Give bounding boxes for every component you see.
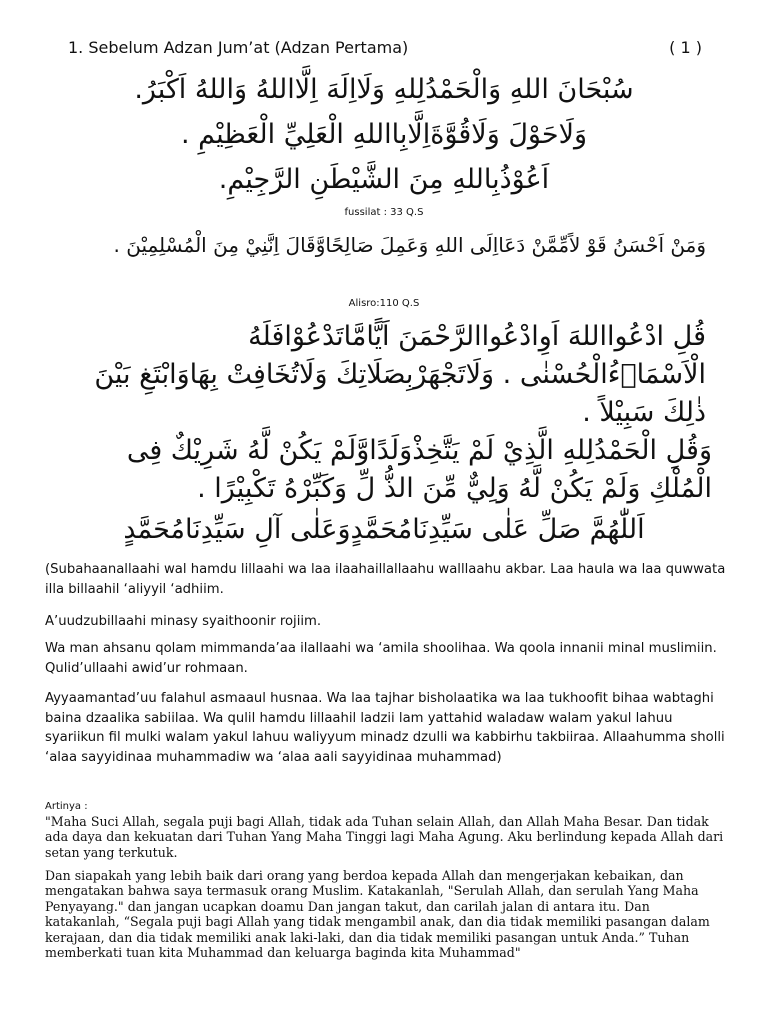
arabic-verse-alisro-111: وَقُلِ الْحَمْدُلِلهِ الَّذِيْ لَمْ يَتَّخِذْوَلَدًاوَّلَمْ يَكُنْ لَّهُ شَرِيْكٌ فِى الْمُلْكِ وَلَمْ يَكُنْ لَّهُ وَلِيٌّ مِّنَ الذُّ لِّ وَكَبِّرْهُ تَكْبِيْرًا . bbox=[126, 435, 712, 504]
translation-paragraph: "Maha Suci Allah, segala puji bagi Allah, tidak ada Tuhan selain Allah, dan Allah Maha Besar. Dan tidak ada daya dan kekuatan dari Tuhan Yang Maha Tinggi lagi Maha Agung. Aku berlindung kepada Allah dari setan yang terkutuk. bbox=[45, 814, 724, 860]
translation-paragraph: Dan siapakah yang lebih baik dari orang yang berdoa kepada Allah dan mengerjakan kebaikan, dan mengatakan bahwa saya termasuk orang Muslim. Katakanlah, "Serulah Allah, dan serulah Yang Maha Penyayang." dan jangan ucapkan doamu Dan jangan takut, dan carilah jalan di antara itu. Dan katakanlah, “Segala puji bagi Allah yang tidak mengambil anak, dan dia tidak memiliki pasangan dalam kerajaan, dan dia tidak memiliki anak laki-laki, dan dia tidak memiliki pasangan untuk Anda.” Tuhan memberkati tuan kita Muhammad dan keluarga baginda kita Muhammad" bbox=[45, 868, 710, 961]
verse-reference-alisro: Alisro:110 Q.S bbox=[348, 298, 420, 309]
arabic-verse-fussilat: وَمَنْ اَحْسَنُ قَوْ لاًمِّمَّنْ دَعَااِلَى اللهِ وَعَمِلَ صَالِحًاوَّقَالَ اِنَّنِيْ مِنَ الْمُسْلِمِيْنَ . bbox=[113, 233, 706, 257]
page-number: ( 1 ) bbox=[669, 38, 702, 57]
latin-paragraph: Ayyaamantad’uu falahul asmaaul husnaa. Wa laa tajhar bisholaatika wa laa tukhoofit bihaa wabtaghi baina dzaalika sabiilaa. Wa qulil hamdu lillaahil ladzii lam yattahid waladaw walam yakul lahuu syariikun fil mulki walam yakul lahuu waliyyum minadz dzulli wa kabbirhu takbiiraa. Allaahumma sholli ‘alaa sayyidinaa muhammadiw wa ‘alaa aali sayyidinaa muhammad) bbox=[45, 691, 725, 765]
latin-paragraph: Wa man ahsanu qolam mimmanda’aa ilallaahi wa ‘amila shoolihaa. Wa qoola innanii minal muslimiin. Qulid’ullaahi awid’ur rohmaan. bbox=[45, 641, 717, 676]
translation-label: Artinya : bbox=[45, 801, 88, 812]
arabic-hauqalah-line: وَلَاحَوْلَ وَلَاقُوَّةَاِلَّابِااللهِ الْعَلِيِّ الْعَظِيْمِ . bbox=[180, 119, 588, 150]
section-title: 1. Sebelum Adzan Jum’at (Adzan Pertama) bbox=[68, 38, 409, 57]
latin-paragraph: (Subahaanallaahi wal hamdu lillaahi wa laa ilaahaillallaahu walllaahu akbar. Laa haula wa laa quwwata illa billaahil ‘aliyyil ‘adhiim. bbox=[45, 562, 726, 597]
arabic-taawudz-line: اَعُوْذُبِاللهِ مِنَ الشَّيْطَنِ الرَّجِيْمِ. bbox=[218, 164, 550, 195]
verse-reference-fussilat: fussilat : 33 Q.S bbox=[344, 207, 424, 218]
page-header bbox=[68, 38, 702, 60]
latin-paragraph: A’uudzubillaahi minasy syaithoonir rojiim. bbox=[45, 614, 322, 629]
arabic-salawat: اَللّٰهُمَّ صَلِّ عَلٰى سَيِّدِنَامُحَمَّدٍوَعَلٰى آلِ سَيِّدِنَامُحَمَّدٍ bbox=[123, 514, 645, 545]
arabic-tasbih-line: سُبْحَانَ اللهِ وَالْحَمْدُلِلهِ وَلَااِلَهَ اِلَّااللهُ وَاللهُ اَكْبَرُ. bbox=[134, 74, 634, 105]
arabic-verse-alisro: قُلِ ادْعُوااللهَ اَوِادْعُواالرَّحْمَنَ اَيًّامَّاتَدْعُوْافَلَهُ الْاَسْمَاۤءُالْحُسْنٰى . وَلَاتَجْهَرْبِصَلَاتِكَ وَلَاتُخَافِتْ بِهَاوَابْتَغِ بَيْنَ ذٰلِكَ سَبِيْلاً . bbox=[94, 321, 706, 428]
